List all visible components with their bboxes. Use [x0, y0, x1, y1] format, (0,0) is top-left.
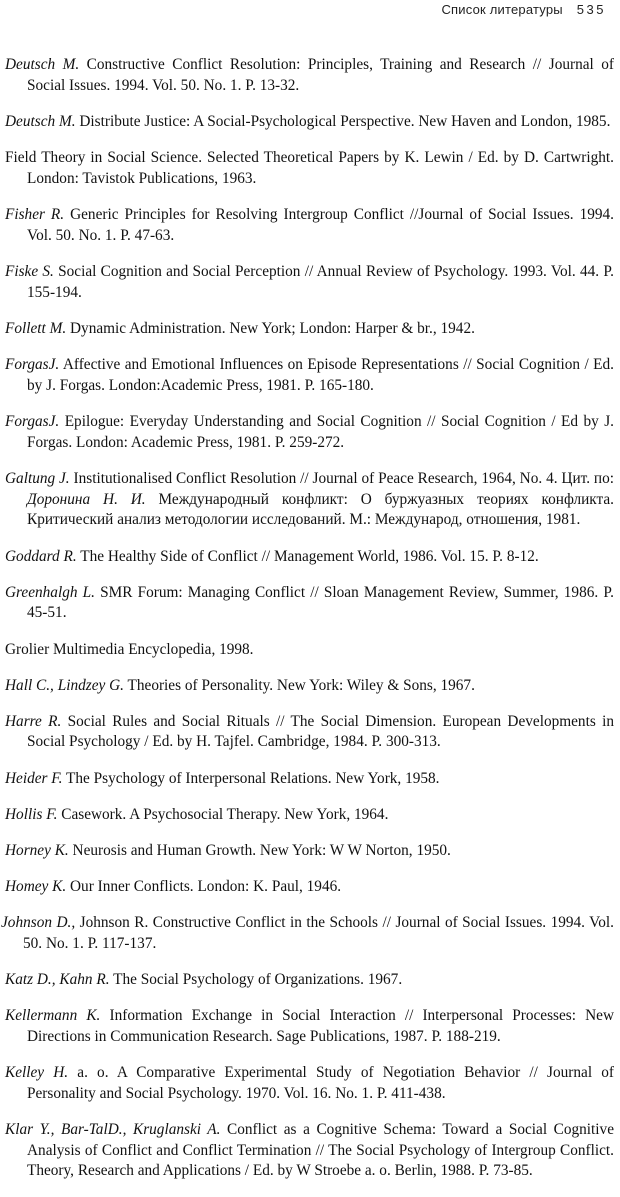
- reference-text: Social Rules and Social Rituals // The Social Dimension. European Developments in Social Psychology / Ed. by H. Tajfel. Cambridge, 1984. P. 300-313.: [27, 712, 615, 751]
- reference-entry: [5, 712, 614, 754]
- reference-entry: [5, 640, 614, 661]
- reference-text: Johnson R. Constructive Conflict in the Schools // Journal of Social Issues. 1994. Vol. 50. No. 1. P. 117-137.: [23, 913, 614, 952]
- reference-entry: [5, 676, 614, 697]
- reference-text: SMR Forum: Managing Conflict // Sloan Management Review, Summer, 1986. P. 45-51.: [27, 583, 614, 622]
- reference-text: Epilogue: Everyday Understanding and Social Cognition // Social Cognition / Ed by J. Forgas. London: Academic Press, 1981. P. 259-272.: [27, 412, 614, 451]
- reference-text: Neurosis and Human Growth. New York: W W Norton, 1950.: [68, 841, 451, 859]
- running-header-title: Список литературы: [441, 2, 563, 17]
- reference-author: Harre R.: [5, 712, 62, 730]
- reference-entry: [5, 55, 614, 97]
- reference-entry: [5, 547, 614, 568]
- reference-entry: [5, 469, 614, 531]
- reference-text: Institutionalised Conflict Resolution // Journal of Peace Research, 1964, No. 4. Цит. по:: [69, 469, 614, 487]
- reference-entry: [5, 319, 614, 340]
- reference-text: Dynamic Administration. New York; London: Harper & br., 1942.: [66, 319, 475, 337]
- reference-author: Fisher R.: [5, 206, 65, 224]
- reference-author: Follett M.: [5, 319, 67, 337]
- reference-entry: [5, 1063, 614, 1105]
- reference-author: Homey K.: [5, 877, 67, 895]
- reference-entry: [5, 1120, 614, 1182]
- reference-entry: [5, 805, 614, 826]
- reference-text: Generic Principles for Resolving Intergroup Conflict //Journal of Social Issues. 1994. Vol. 50. No. 1. P. 47-63.: [27, 206, 615, 244]
- running-header: [441, 2, 606, 17]
- reference-list: [1, 40, 615, 1197]
- reference-text: Theories of Personality. New York: Wiley & Sons, 1967.: [123, 676, 475, 694]
- reference-author: Deutsch M.: [5, 113, 76, 131]
- reference-entry: [5, 769, 614, 790]
- reference-author: Greenhalgh L.: [5, 583, 95, 601]
- reference-author: Hall C., Lindzey G.: [5, 676, 124, 694]
- reference-author: ForgasJ.: [5, 356, 60, 374]
- cited-author: Доронина Н. И.: [27, 490, 146, 508]
- reference-author: Hollis F.: [5, 805, 58, 823]
- reference-text: Social Cognition and Social Perception // Annual Review of Psychology. 1993. Vol. 44. P. 155-194.: [27, 263, 614, 301]
- reference-text: Affective and Emotional Influences on Episode Representations // Social Cognition / Ed. by J. Forgas. London:Academic Press, 1981. P. 165-180.: [27, 356, 614, 394]
- reference-text: Distribute Justice: A Social-Psychological Perspective. New Haven and London, 1985.: [75, 113, 611, 131]
- reference-text: Conflict as a Cognitive Schema: Toward a Social Cognitive Analysis of Conflict and Conflict Termination // The Social Psychology of Intergroup Conflict. Theory, Research and Applications / Ed. by W Stroebe a. o. Berlin, 1988. P. 73-85.: [27, 1120, 614, 1180]
- reference-entry: [5, 355, 614, 397]
- reference-entry: [5, 877, 614, 898]
- page-number: 535: [576, 2, 606, 17]
- reference-entry: [5, 112, 614, 133]
- reference-text: Casework. A Psychosocial Therapy. New York, 1964.: [57, 805, 389, 823]
- reference-text: Grolier Multimedia Encyclopedia, 1998.: [5, 640, 254, 658]
- reference-author: Kellermann K.: [5, 1006, 101, 1024]
- reference-entry: [5, 841, 614, 862]
- reference-text: Our Inner Conflicts. London: K. Paul, 1946.: [66, 877, 342, 895]
- reference-author: Kelley H.: [5, 1063, 69, 1081]
- reference-entry: [5, 148, 614, 190]
- reference-author: Klar Y., Bar-TalD., Kruglanski A.: [5, 1120, 221, 1138]
- reference-text: a. o. A Comparative Experimental Study of Negotiation Behavior // Journal of Personality and Social Psychology. 1970. Vol. 16. No. 1. P. 411-438.: [27, 1063, 614, 1102]
- reference-text: Field Theory in Social Science. Selected Theoretical Papers by K. Lewin / Ed. by D. Cartwright. London: Tavistok Publications, 1963.: [5, 149, 614, 188]
- reference-entry: [5, 412, 614, 454]
- reference-author: Goddard R.: [5, 547, 77, 565]
- reference-author: Katz D., Kahn R.: [5, 970, 110, 988]
- reference-entry: [5, 1006, 614, 1048]
- reference-author: Johnson D.,: [1, 913, 76, 931]
- cited-text: Международный конфликт: О буржуазных теориях конфликта. Критический анализ методологии исследований. М.: Международ, отношения, 1981.: [27, 490, 615, 529]
- reference-text: Constructive Conflict Resolution: Principles, Training and Research // Journal of Social Issues. 1994. Vol. 50. No. 1. P. 13-32.: [27, 56, 614, 95]
- reference-entry: [5, 970, 614, 991]
- reference-text: The Social Psychology of Organizations. 1967.: [109, 970, 403, 988]
- reference-text: The Psychology of Interpersonal Relations. New York, 1958.: [62, 769, 440, 787]
- reference-entry: [1, 913, 614, 955]
- reference-author: Heider F.: [5, 769, 63, 787]
- reference-text: The Healthy Side of Conflict // Management World, 1986. Vol. 15. P. 8-12.: [76, 547, 539, 565]
- reference-entry: [5, 205, 614, 247]
- reference-author: Galtung J.: [5, 469, 70, 487]
- reference-author: Horney K.: [5, 841, 69, 859]
- reference-entry: [5, 262, 614, 304]
- reference-entry: [5, 583, 614, 625]
- reference-text: Information Exchange in Social Interaction // Interpersonal Processes: New Directions in Communication Research. Sage Publications, 1987. P. 188-219.: [27, 1006, 614, 1045]
- reference-author: Deutsch M.: [5, 56, 80, 74]
- reference-author: ForgasJ.: [5, 412, 60, 430]
- reference-author: Fiske S.: [5, 263, 54, 281]
